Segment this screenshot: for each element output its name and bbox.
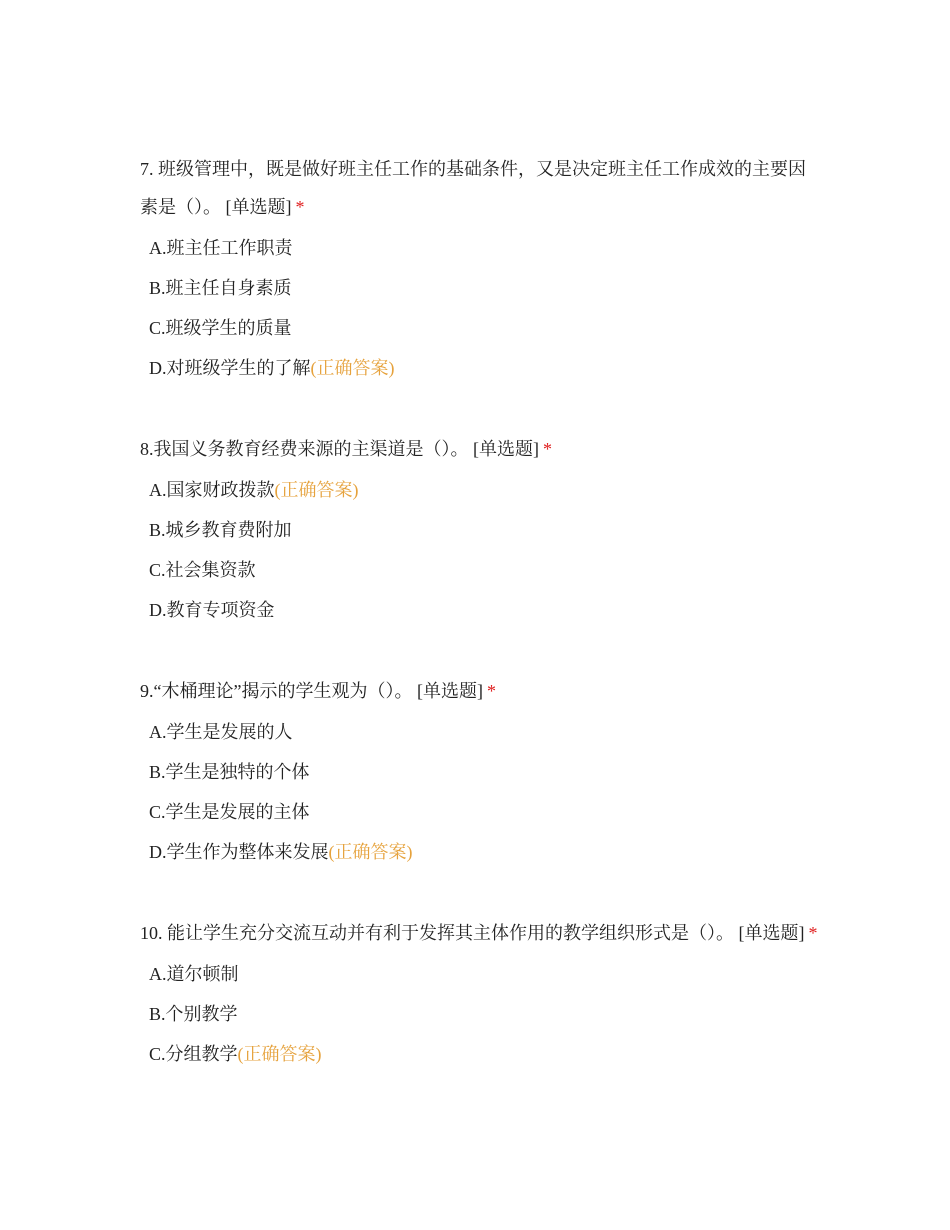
correct-answer-tag: (正确答案) <box>274 480 359 500</box>
question-title <box>140 672 820 710</box>
option-text: A.班主任工作职责 <box>149 238 293 258</box>
option-list <box>140 954 820 1074</box>
option-text: C.分组教学 <box>149 1044 238 1064</box>
option-text: B.城乡教育费附加 <box>149 520 292 540</box>
required-star: * <box>808 923 818 943</box>
question-10 <box>140 914 820 1074</box>
option-d <box>149 348 820 388</box>
option-text: A.学生是发展的人 <box>149 722 293 742</box>
required-star: * <box>295 197 305 217</box>
option-b <box>149 994 820 1034</box>
question-title <box>140 430 820 468</box>
option-a <box>149 954 820 994</box>
question-title <box>140 914 820 952</box>
option-text: B.班主任自身素质 <box>149 278 292 298</box>
option-d <box>149 590 820 630</box>
option-text: B.个别教学 <box>149 1004 238 1024</box>
option-a <box>149 228 820 268</box>
question-9 <box>140 672 820 872</box>
option-b <box>149 752 820 792</box>
option-b <box>149 268 820 308</box>
option-text: C.社会集资款 <box>149 560 256 580</box>
option-a <box>149 470 820 510</box>
question-list <box>140 150 820 1116</box>
option-c <box>149 792 820 832</box>
option-c <box>149 1034 820 1074</box>
option-text: D.教育专项资金 <box>149 600 275 620</box>
question-8 <box>140 430 820 630</box>
option-b <box>149 510 820 550</box>
question-title <box>140 150 820 226</box>
option-text: C.班级学生的质量 <box>149 318 292 338</box>
correct-answer-tag: (正确答案) <box>237 1044 322 1064</box>
option-list <box>140 712 820 872</box>
option-list <box>140 470 820 630</box>
question-title-text: 9.“木桶理论”揭示的学生观为（）。 [单选题] <box>140 681 483 701</box>
correct-answer-tag: (正确答案) <box>310 358 395 378</box>
option-text: A.国家财政拨款 <box>149 480 275 500</box>
question-7 <box>140 150 820 388</box>
option-text: D.学生作为整体来发展 <box>149 842 329 862</box>
option-a <box>149 712 820 752</box>
question-title-text: 7. 班级管理中，既是做好班主任工作的基础条件，又是决定班主任工作成效的主要因素是（）。 [单选题] <box>140 159 806 217</box>
option-text: D.对班级学生的了解 <box>149 358 311 378</box>
option-list <box>140 228 820 388</box>
option-text: C.学生是发展的主体 <box>149 802 310 822</box>
option-text: B.学生是独特的个体 <box>149 762 310 782</box>
correct-answer-tag: (正确答案) <box>328 842 413 862</box>
option-c <box>149 550 820 590</box>
option-d <box>149 832 820 872</box>
required-star: * <box>543 439 552 459</box>
question-title-text: 8.我国义务教育经费来源的主渠道是（）。 [单选题] <box>140 439 539 459</box>
option-c <box>149 308 820 348</box>
option-text: A.道尔顿制 <box>149 964 239 984</box>
required-star: * <box>486 681 496 701</box>
question-title-text: 10. 能让学生充分交流互动并有利于发挥其主体作用的教学组织形式是（）。 [单选题] <box>140 923 805 943</box>
